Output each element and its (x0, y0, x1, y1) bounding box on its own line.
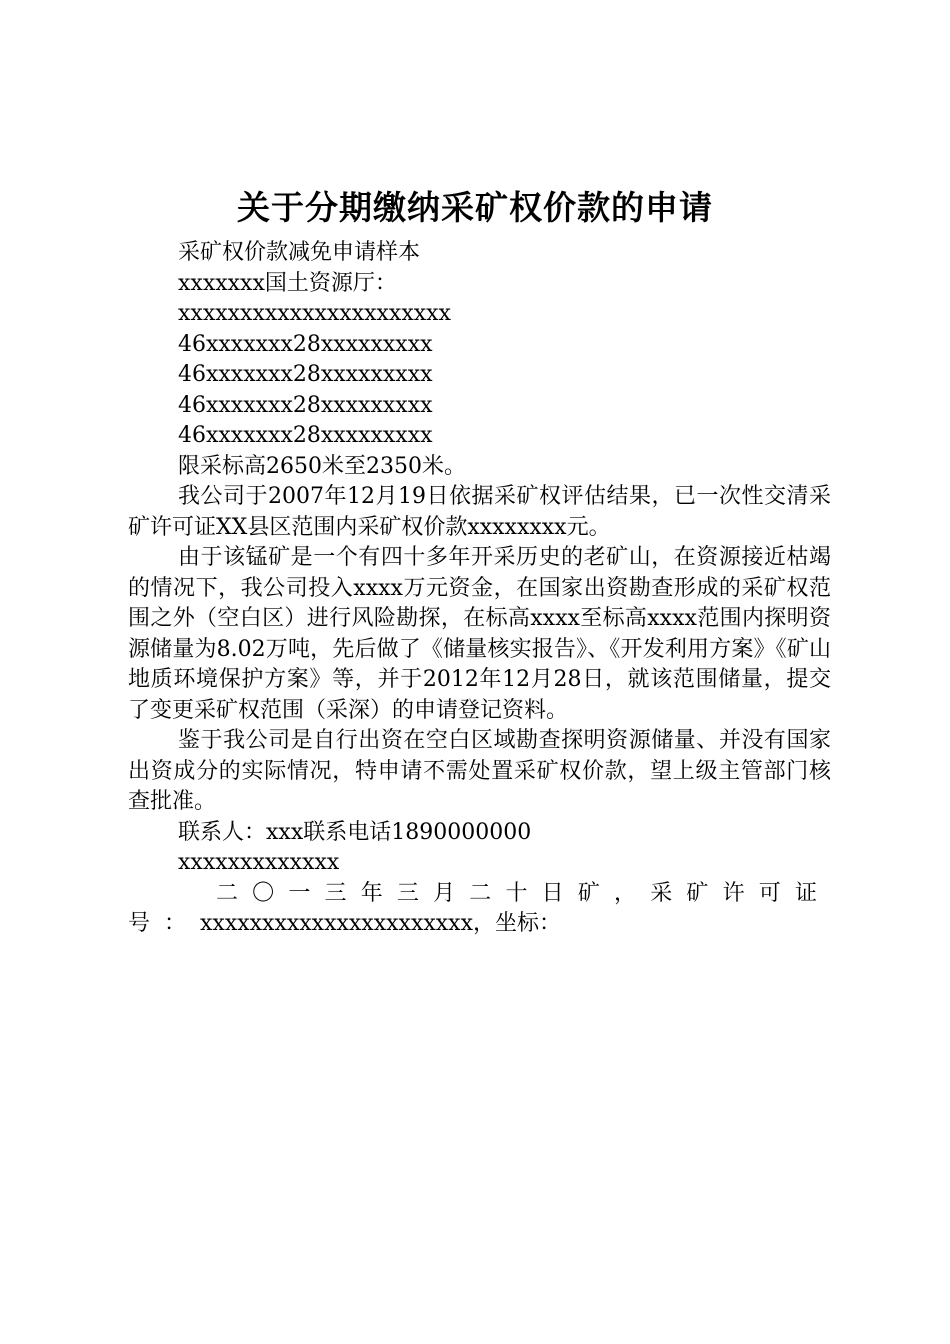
coordinate-line: 46xxxxxxx28xxxxxxxxx (178, 362, 433, 387)
coordinate-line: 46xxxxxxx28xxxxxxxxx (178, 423, 433, 448)
paragraph-exploration: 由于该锰矿是一个有四十多年开采历史的老矿山，在资源接近枯竭的情况下，我公司投入xxxx万元资金，在国家出资勘查形成的采矿权范围之外（空白区）进行风险勘探，在标高xxxx至标高xxxx范围内探明资源储量为8.02万吨，先后做了《储量核实报告》、《开发利用方案》《矿山地质环境保护方案》等，并于2012年12月28日，就该范围储量，提交了变更采矿权范围（采深）的申请登记资料。 (128, 545, 831, 723)
closing-paragraph (128, 879, 831, 940)
paragraph-request: 鉴于我公司是自行出资在空白区域勘查探明资源储量、并没有国家出资成分的实际情况，特申请不需处置采矿权价款，望上级主管部门核查批准。 (128, 728, 831, 814)
elevation-limit-line: 限采标高2650米至2350米。 (178, 453, 466, 479)
document-body (128, 238, 831, 940)
placeholder-line: xxxxxxxxxxxxxxxxxxxxxx (178, 301, 451, 326)
coordinate-line: 46xxxxxxx28xxxxxxxxx (178, 331, 433, 357)
closing-date-text: 二〇一三年三月二十日矿，采矿许可证号： (128, 880, 831, 936)
paragraph-payment: 我公司于2007年12月19日依据采矿权评估结果，已一次性交清采矿许可证XX县区范围内采矿权价款xxxxxxxx元。 (128, 484, 831, 540)
closing-tail-text: xxxxxxxxxxxxxxxxxxxxxx，坐标： (200, 911, 561, 936)
subtitle-line: 采矿权价款减免申请样本 (178, 240, 421, 265)
contact-line: 联系人：xxx联系电话1890000000 (178, 819, 532, 845)
code-line: xxxxxxxxxxxxx (178, 850, 340, 875)
document-title: 关于分期缴纳采矿权价款的申请 (237, 188, 713, 227)
coordinate-line: 46xxxxxxx28xxxxxxxxx (178, 392, 433, 418)
addressee-line: xxxxxxx国土资源厅： (178, 270, 397, 296)
